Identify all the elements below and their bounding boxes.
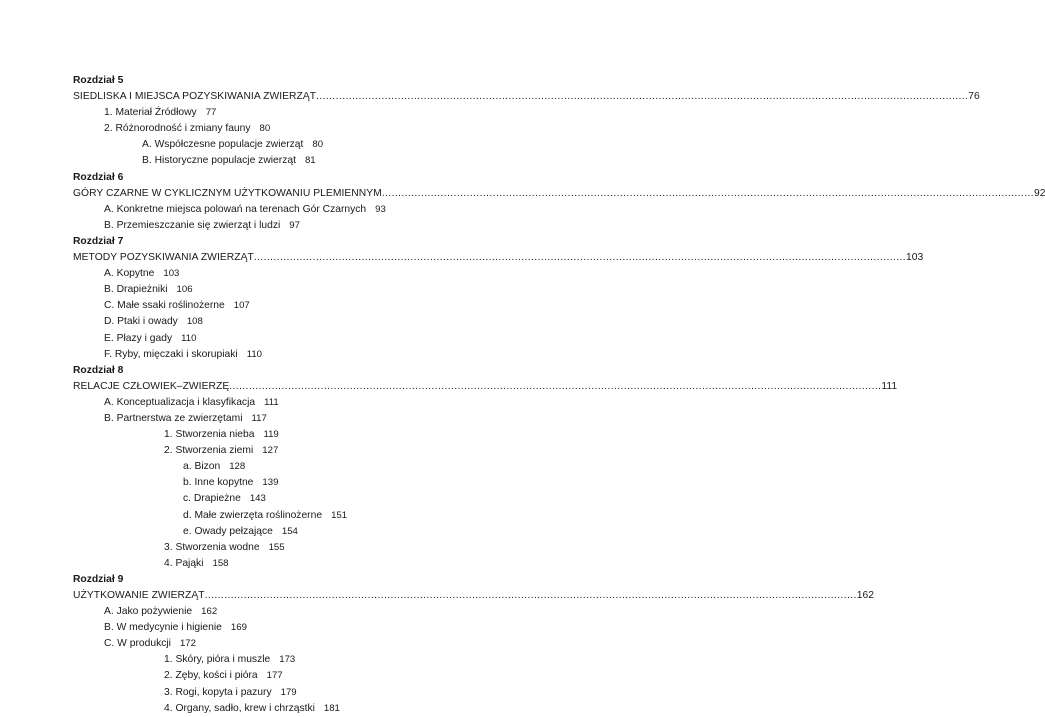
page-number: 106: [176, 284, 193, 296]
toc-entry: [73, 395, 418, 411]
page-number: 107: [233, 300, 250, 312]
chapter-label: Rozdział 9: [73, 573, 124, 585]
toc-entry: [73, 314, 418, 330]
toc-entry-text: B. Przemieszczanie się zwierząt i ludzi: [104, 219, 281, 231]
toc-entry-text: B. Historyczne populacje zwierząt: [142, 155, 296, 167]
toc-entry-text: b. Inne kopytne: [183, 477, 254, 489]
toc-entry-text: A. Konceptualizacja i klasyfikacja: [104, 396, 256, 408]
chapter-label: Rozdział 8: [73, 364, 124, 376]
page-number: 80: [312, 139, 324, 151]
page-number: 92: [1033, 187, 1045, 199]
toc-entry-text: A. Współczesne populacje zwierząt: [142, 139, 304, 151]
page-number: 179: [280, 686, 297, 698]
toc-entry-text: a. Bizon: [183, 461, 221, 473]
toc-entry-text: c. Drapieżne: [183, 493, 241, 505]
page-number: 128: [229, 461, 246, 473]
page-number: 181: [323, 702, 340, 714]
chapter-title-text: UŻYTKOWANIE ZWIERZĄT: [73, 590, 205, 601]
toc-entry-text: 1. Materiał Źródłowy: [104, 107, 197, 119]
chapter-title: [73, 186, 1045, 202]
toc-entry: [73, 411, 418, 427]
page-number: 110: [181, 332, 197, 344]
toc-entry: [73, 668, 418, 684]
page-number: 81: [304, 155, 316, 167]
toc-entry-text: 2. Stworzenia ziemi: [164, 445, 254, 457]
toc-entry: [73, 540, 418, 556]
page-number: 151: [331, 509, 348, 521]
page-number: 108: [186, 316, 203, 328]
table-of-contents: [73, 73, 1045, 717]
toc-entry: [73, 652, 418, 668]
toc-entry: [73, 636, 418, 652]
toc-entry-text: E. Płazy i gady: [104, 332, 173, 344]
toc-entry: [73, 331, 418, 347]
toc-entry-text: d. Małe zwierzęta roślinożerne: [183, 509, 323, 521]
page-number: 80: [259, 123, 271, 135]
toc-entry: [73, 427, 418, 443]
dot-leader: ........................................................................................................................................................................................................: [316, 91, 969, 103]
toc-entry: [73, 137, 418, 153]
toc-entry-text: 1. Skóry, pióra i muszle: [164, 654, 271, 666]
chapter-title: [73, 588, 874, 604]
chapter-title: [73, 250, 924, 266]
toc-entry: [73, 202, 418, 218]
chapter-label: Rozdział 7: [73, 235, 124, 247]
toc-entry-text: D. Ptaki i owady: [104, 316, 178, 328]
toc-entry: [73, 153, 418, 169]
toc-entry-text: 1. Stworzenia nieba: [164, 429, 255, 441]
page-number: 110: [246, 348, 262, 360]
toc-entry-text: 2. Różnorodność i zmiany fauny: [104, 123, 251, 135]
toc-entry: [73, 556, 418, 572]
page-number: 77: [205, 107, 217, 119]
toc-entry: [73, 298, 418, 314]
page-number: 143: [249, 493, 266, 505]
page-number: 111: [881, 380, 898, 392]
toc-entry: [73, 266, 418, 282]
page-number: 117: [251, 412, 267, 424]
toc-entry-text: A. Konkretne miejsca polowań na terenach Gór Czarnych: [104, 203, 367, 215]
chapter-label: Rozdział 5: [73, 75, 124, 86]
toc-entry-text: B. W medycynie i higienie: [104, 622, 222, 634]
toc-entry: [73, 347, 418, 363]
chapter-title-text: GÓRY CZARNE W CYKLICZNYM UŻYTKOWANIU PLEMIENNYM: [73, 187, 382, 199]
toc-entry: [73, 475, 418, 491]
dot-leader: ........................................................................................................................................................................................................: [381, 187, 1034, 199]
toc-entry-text: B. Partnerstwa ze zwierzętami: [104, 412, 243, 424]
page-number: 111: [264, 396, 279, 408]
toc-entry: [73, 218, 418, 234]
page-number: 119: [263, 429, 279, 441]
page-number: 173: [279, 654, 296, 666]
toc-entry: [73, 491, 418, 507]
page-number: 154: [281, 525, 298, 537]
toc-entry-text: 3. Stworzenia wodne: [164, 541, 260, 553]
page-number: 172: [179, 638, 196, 650]
toc-entry-text: A. Jako pożywienie: [104, 606, 193, 618]
toc-entry: [73, 121, 418, 137]
toc-entry: [73, 105, 418, 121]
chapter-title-text: RELACJE CZŁOWIEK–ZWIERZĘ: [73, 380, 230, 392]
chapter-title-text: SIEDLISKA I MIEJSCA POZYSKIWANIA ZWIERZĄT: [73, 91, 317, 103]
page-number: 127: [262, 445, 279, 457]
dot-leader: ........................................................................................................................................................................................................: [204, 590, 857, 601]
toc-entry-text: 2. Zęby, kości i pióra: [164, 670, 258, 682]
chapter-label: Rozdział 6: [73, 171, 124, 183]
page-number: 103: [906, 252, 924, 264]
toc-entry-text: 4. Pająki: [164, 557, 204, 569]
toc-entry-text: B. Drapieżniki: [104, 284, 168, 296]
toc-entry: [73, 508, 418, 524]
page-number: 177: [266, 670, 283, 682]
toc-entry: [73, 604, 418, 620]
toc-entry-text: C. W produkcji: [104, 638, 171, 650]
toc-entry: [73, 701, 418, 717]
page-number: 158: [212, 557, 229, 569]
toc-entry: [73, 282, 418, 298]
toc-entry-text: A. Kopytne: [104, 268, 155, 280]
toc-entry-text: 3. Rogi, kopyta i pazury: [164, 686, 272, 698]
page-number: 103: [163, 268, 180, 280]
page-number: 162: [201, 606, 218, 618]
toc-entry-text: 4. Organy, sadło, krew i chrząstki: [164, 702, 315, 714]
page-number: 139: [262, 477, 279, 489]
toc-entry: [73, 620, 418, 636]
chapter-title: [73, 89, 980, 105]
toc-entry: [73, 443, 418, 459]
chapter-title: [73, 379, 898, 395]
page-number: 169: [230, 622, 247, 634]
toc-entry-text: C. Małe ssaki roślinożerne: [104, 300, 225, 312]
page-number: 93: [375, 203, 386, 215]
page-number: 97: [289, 219, 300, 231]
toc-entry: [73, 524, 418, 540]
toc-entry-text: e. Owady pełzające: [183, 525, 273, 537]
toc-entry: [73, 685, 418, 701]
toc-entry-text: F. Ryby, mięczaki i skorupiaki: [104, 348, 238, 360]
dot-leader: ........................................................................................................................................................................................................: [253, 252, 907, 264]
chapter-title-text: METODY POZYSKIWANIA ZWIERZĄT: [73, 252, 254, 264]
page-number: 162: [856, 590, 874, 601]
toc-entry: [73, 459, 418, 475]
page-number: 76: [968, 91, 980, 103]
page-number: 155: [268, 541, 285, 553]
dot-leader: ........................................................................................................................................................................................................: [229, 380, 882, 392]
